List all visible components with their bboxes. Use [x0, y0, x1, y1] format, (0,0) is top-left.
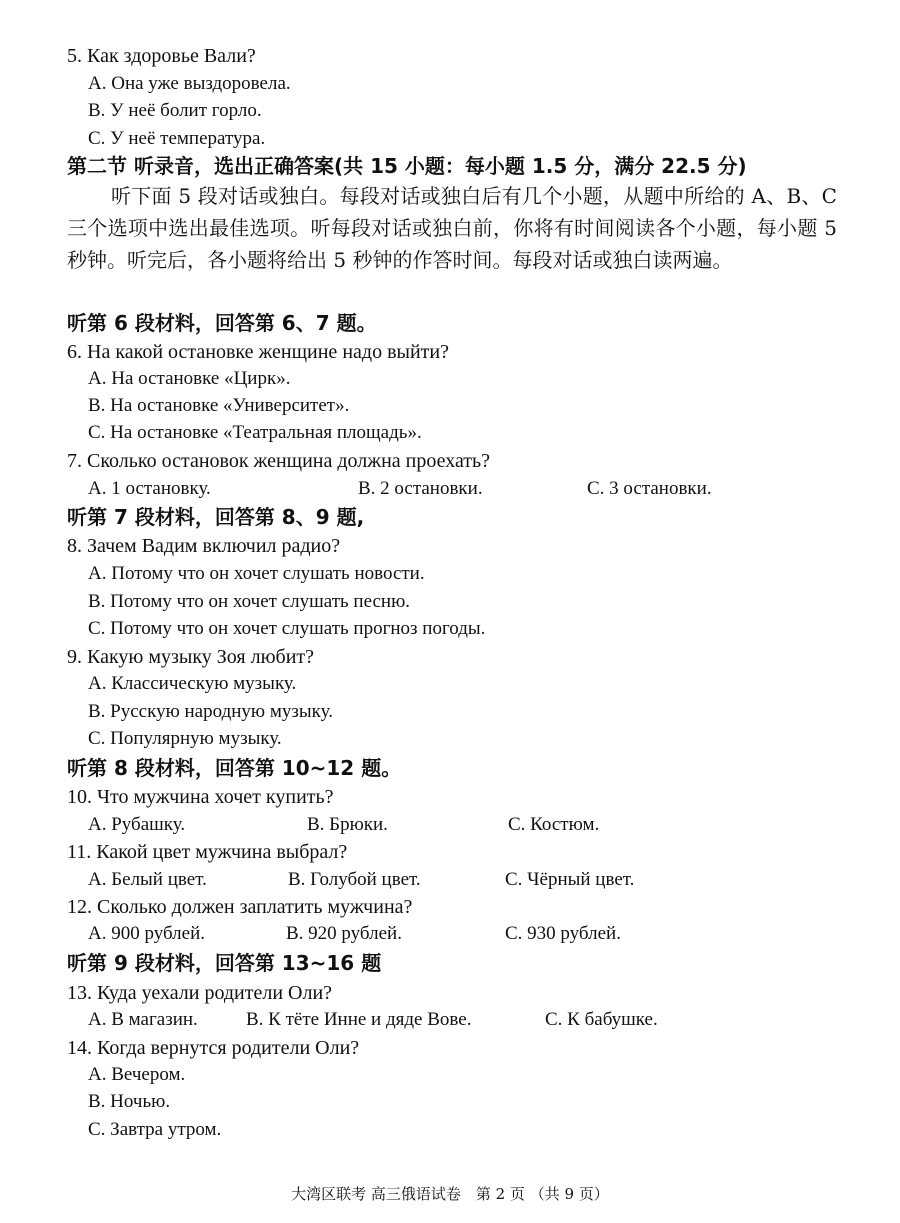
question-14: 14. Когда вернутся родители Оли? — [67, 1037, 360, 1059]
q14-option-b: B. Ночью. — [88, 1091, 171, 1112]
part-7-heading: 听第 7 段材料，回答第 8、9 题, — [67, 505, 365, 529]
question-6: 6. На какой остановке женщине надо выйти? — [67, 341, 449, 363]
q10-option-b: B. Брюки. — [307, 814, 388, 835]
q13-option-c: C. К бабушке. — [545, 1009, 658, 1030]
q9-option-b: B. Русскую народную музыку. — [88, 701, 333, 722]
q10-option-a: A. Рубашку. — [88, 814, 186, 835]
q8-option-b: B. Потому что он хочет слушать песню. — [88, 591, 411, 612]
question-5: 5. Как здоровье Вали? — [67, 45, 256, 67]
part-8-heading: 听第 8 段材料，回答第 10~12 题。 — [67, 756, 402, 780]
q12-option-b: B. 920 рублей. — [286, 923, 402, 944]
question-12: 12. Сколько должен заплатить мужчина? — [67, 896, 413, 918]
q8-option-c: C. Потому что он хочет слушать прогноз погоды. — [88, 618, 486, 639]
q14-option-c: C. Завтра утром. — [88, 1119, 222, 1140]
question-13: 13. Куда уехали родители Оли? — [67, 982, 333, 1004]
question-11: 11. Какой цвет мужчина выбрал? — [67, 841, 348, 863]
q7-option-a: A. 1 остановку. — [88, 478, 211, 499]
q9-option-c: C. Популярную музыку. — [88, 728, 282, 749]
q12-option-c: C. 930 рублей. — [505, 923, 621, 944]
q6-option-c: C. На остановке «Театральная площадь». — [88, 422, 422, 443]
q13-option-b: B. К тёте Инне и дяде Вове. — [246, 1009, 472, 1030]
section-2-title: 第二节 听录音，选出正确答案(共 15 小题：每小题 1.5 分，满分 22.5 分) — [67, 154, 747, 178]
section-2-instructions: 听下面 5 段对话或独白。每段对话或独白后有几个小题，从题中所给的 A、B、C 三个选项中选出最佳选项。听每段对话或独白前，你将有时间阅读各个小题，每小题 5 秒钟。听完后，各小题将给出 5 秒钟的作答时间。每段对话或独白读两遍。 — [67, 184, 837, 272]
q12-option-a: A. 900 рублей. — [88, 923, 205, 944]
q10-option-c: C. Костюм. — [508, 814, 600, 835]
q7-option-c: C. 3 остановки. — [587, 478, 712, 499]
q5-option-a: A. Она уже выздоровела. — [88, 73, 291, 94]
part-6-heading: 听第 6 段材料，回答第 6、7 题。 — [67, 311, 377, 335]
q6-option-b: B. На остановке «Университет». — [88, 395, 350, 416]
q9-option-a: A. Классическую музыку. — [88, 673, 297, 694]
part-9-heading: 听第 9 段材料，回答第 13~16 题 — [67, 951, 382, 975]
question-10: 10. Что мужчина хочет купить? — [67, 786, 334, 808]
q11-option-a: A. Белый цвет. — [88, 869, 207, 890]
question-9: 9. Какую музыку Зоя любит? — [67, 646, 315, 668]
q7-option-b: B. 2 остановки. — [358, 478, 483, 499]
question-8: 8. Зачем Вадим включил радио? — [67, 535, 341, 557]
page-footer: 大湾区联考 高三俄语试卷 第 2 页 （共 9 页） — [291, 1185, 609, 1203]
q13-option-a: A. В магазин. — [88, 1009, 198, 1030]
q5-option-c: C. У неё температура. — [88, 128, 266, 149]
question-7: 7. Сколько остановок женщина должна проехать? — [67, 450, 491, 472]
q5-option-b: B. У неё болит горло. — [88, 100, 262, 121]
q8-option-a: A. Потому что он хочет слушать новости. — [88, 563, 425, 584]
q11-option-b: B. Голубой цвет. — [288, 869, 421, 890]
q14-option-a: A. Вечером. — [88, 1064, 186, 1085]
q6-option-a: A. На остановке «Цирк». — [88, 368, 291, 389]
q11-option-c: C. Чёрный цвет. — [505, 869, 635, 890]
